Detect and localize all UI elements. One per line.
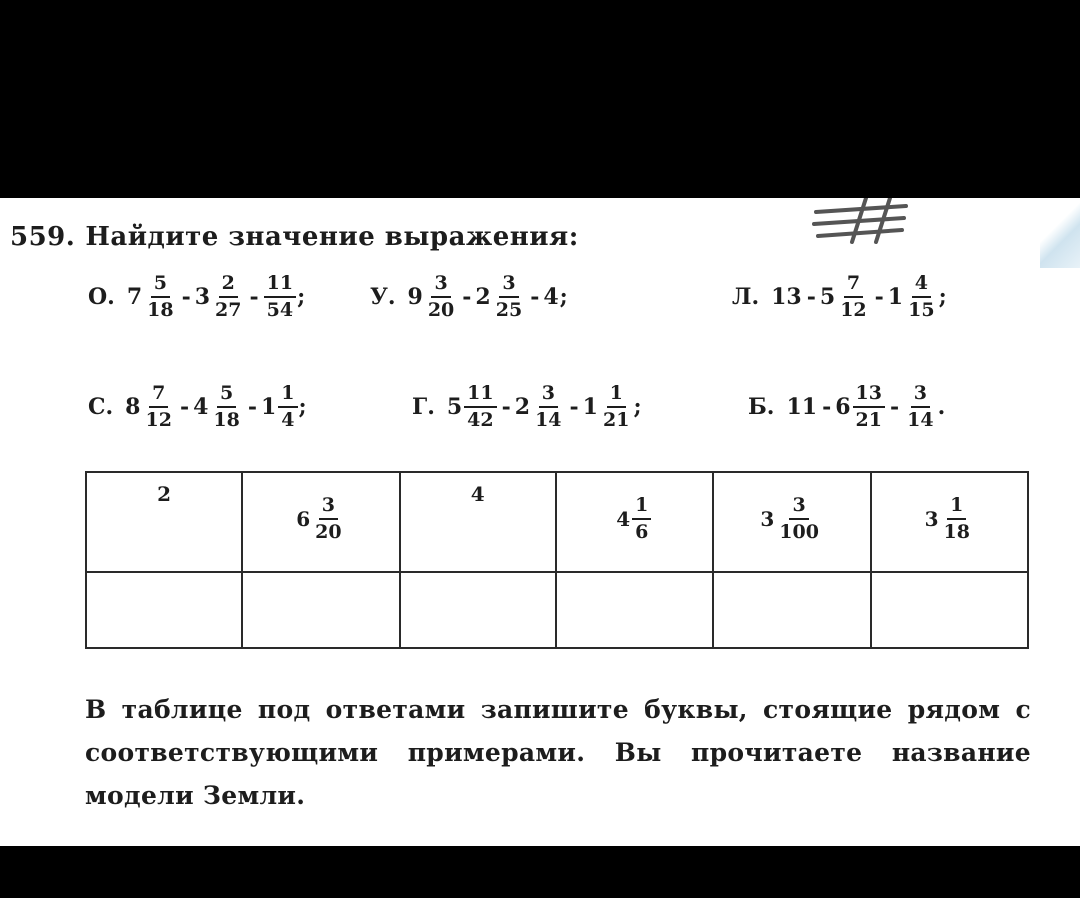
integer: 11 — [786, 394, 818, 420]
letter-cell[interactable] — [242, 572, 399, 648]
expression-s — [88, 384, 307, 430]
numerator: 1 — [947, 496, 966, 520]
fraction — [212, 274, 244, 320]
denominator: 18 — [943, 521, 970, 543]
expression-terminator: ; — [559, 284, 568, 310]
expression-letter: Г. — [412, 394, 435, 420]
whole-part: 5 — [446, 394, 463, 420]
numerator: 1 — [632, 496, 651, 520]
expression-letter: У. — [370, 284, 396, 310]
whole-part: 4 — [193, 394, 209, 420]
whole-part: 6 — [835, 394, 851, 420]
whole-part: 2 — [514, 394, 531, 420]
fraction — [904, 384, 936, 430]
denominator: 20 — [427, 299, 455, 321]
numerator: 4 — [912, 274, 931, 298]
denominator: 20 — [315, 521, 342, 543]
fraction — [600, 384, 632, 430]
numerator: 3 — [789, 496, 808, 520]
whole-part: 4 — [616, 507, 631, 531]
letter-cell[interactable] — [400, 572, 556, 648]
minus-operator: - — [569, 394, 579, 420]
answer-values-row — [86, 472, 1028, 572]
problem-heading — [10, 222, 579, 252]
expression-g — [412, 384, 642, 430]
answer-value: 2 — [157, 482, 172, 506]
problem-title: Найдите значение выражения: — [85, 222, 579, 252]
numerator: 5 — [151, 274, 170, 298]
expression-letter: Л. — [732, 284, 760, 310]
whole-part: 5 — [819, 284, 836, 310]
denominator: 54 — [266, 299, 294, 321]
answer-cell — [242, 472, 399, 572]
minus-operator: - — [181, 284, 191, 310]
whole-part: 3 — [194, 284, 211, 310]
page-corner-decoration — [1040, 198, 1080, 268]
fraction — [142, 384, 174, 430]
answer-cell — [713, 472, 871, 572]
denominator: 12 — [840, 299, 867, 321]
minus-operator: - — [247, 394, 257, 420]
numerator: 3 — [319, 496, 338, 520]
instructions-text: В таблице под ответами запишите буквы, стоящие рядом с соответствующими примерами. Вы прочитаете название модели Земли. — [85, 695, 1031, 810]
whole-part: 1 — [887, 284, 904, 310]
numerator: 5 — [217, 384, 236, 408]
whole-part: 7 — [126, 284, 143, 310]
minus-operator: - — [874, 284, 884, 310]
whole-part: 2 — [475, 284, 491, 310]
integer: 13 — [771, 284, 802, 310]
fraction — [532, 384, 564, 430]
fraction — [776, 496, 822, 542]
expression-b — [748, 384, 945, 430]
expression-letter: Б. — [748, 394, 775, 420]
whole-part: 8 — [125, 394, 141, 420]
fraction — [264, 274, 296, 320]
denominator: 100 — [779, 521, 819, 543]
numerator: 7 — [149, 384, 168, 408]
denominator: 21 — [602, 409, 630, 431]
expression-terminator: . — [937, 394, 946, 420]
whole-part: 6 — [296, 507, 311, 531]
minus-operator: - — [530, 284, 540, 310]
expression-u — [370, 274, 568, 320]
minus-operator: - — [890, 394, 900, 420]
denominator: 18 — [147, 299, 174, 321]
fraction — [905, 274, 937, 320]
whole-part: 9 — [407, 284, 423, 310]
expression-terminator: ; — [938, 284, 947, 310]
answer-value: 4 — [470, 482, 485, 506]
fraction — [278, 384, 297, 430]
answer-value — [925, 474, 974, 542]
minus-operator: - — [179, 394, 190, 420]
expression-letter: О. — [88, 284, 115, 310]
expression-letter: С. — [88, 394, 114, 420]
problem-number: 559. — [10, 222, 76, 252]
fraction — [941, 496, 973, 542]
minus-operator: - — [462, 284, 472, 310]
letter-cell[interactable] — [86, 572, 242, 648]
numerator: 1 — [607, 384, 626, 408]
numerator: 7 — [844, 274, 863, 298]
denominator: 15 — [908, 299, 935, 321]
fraction — [464, 384, 496, 430]
denominator: 18 — [213, 409, 240, 431]
minus-operator: - — [806, 284, 816, 310]
answer-cell — [556, 472, 713, 572]
integer: 4 — [543, 284, 559, 310]
ladder-sketch-icon — [810, 198, 910, 244]
denominator: 12 — [145, 409, 172, 431]
minus-operator: - — [501, 394, 511, 420]
numerator: 3 — [499, 274, 518, 298]
expression-terminator: ; — [298, 394, 307, 420]
numerator: 13 — [853, 384, 885, 408]
answer-value — [760, 474, 823, 542]
answer-letters-row — [86, 572, 1028, 648]
whole-part: 3 — [760, 507, 775, 531]
letter-cell[interactable] — [556, 572, 713, 648]
numerator: 1 — [278, 384, 297, 408]
minus-operator: - — [249, 284, 259, 310]
denominator: 14 — [535, 409, 562, 431]
denominator: 42 — [467, 409, 494, 431]
whole-part: 3 — [924, 507, 939, 531]
fraction — [312, 496, 344, 542]
fraction — [493, 274, 525, 320]
expression-terminator: ; — [633, 394, 642, 420]
whole-part: 1 — [582, 394, 598, 420]
whole-part: 1 — [260, 394, 277, 420]
answer-table — [85, 471, 1029, 649]
denominator: 25 — [495, 299, 523, 321]
fraction — [853, 384, 885, 430]
fraction — [425, 274, 457, 320]
numerator: 3 — [539, 384, 558, 408]
denominator: 27 — [215, 299, 242, 321]
answer-value — [296, 474, 345, 542]
fraction — [144, 274, 176, 320]
fraction — [210, 384, 242, 430]
answer-value — [616, 474, 652, 542]
denominator: 4 — [281, 409, 295, 431]
answer-cell — [871, 472, 1028, 572]
answer-cell — [400, 472, 556, 572]
expression-terminator: ; — [297, 284, 306, 310]
denominator: 14 — [907, 409, 934, 431]
numerator: 2 — [219, 274, 238, 298]
numerator: 3 — [431, 274, 450, 298]
textbook-page — [0, 198, 1080, 846]
minus-operator: - — [822, 394, 832, 420]
fraction — [837, 274, 869, 320]
fraction — [632, 496, 651, 542]
expression-o — [88, 274, 305, 320]
answer-cell — [86, 472, 242, 572]
denominator: 6 — [635, 521, 649, 543]
numerator: 11 — [464, 384, 496, 408]
expression-l — [732, 274, 947, 320]
numerator: 3 — [911, 384, 930, 408]
numerator: 11 — [264, 274, 296, 298]
letter-cell[interactable] — [871, 572, 1028, 648]
denominator: 21 — [855, 409, 882, 431]
letter-cell[interactable] — [713, 572, 871, 648]
